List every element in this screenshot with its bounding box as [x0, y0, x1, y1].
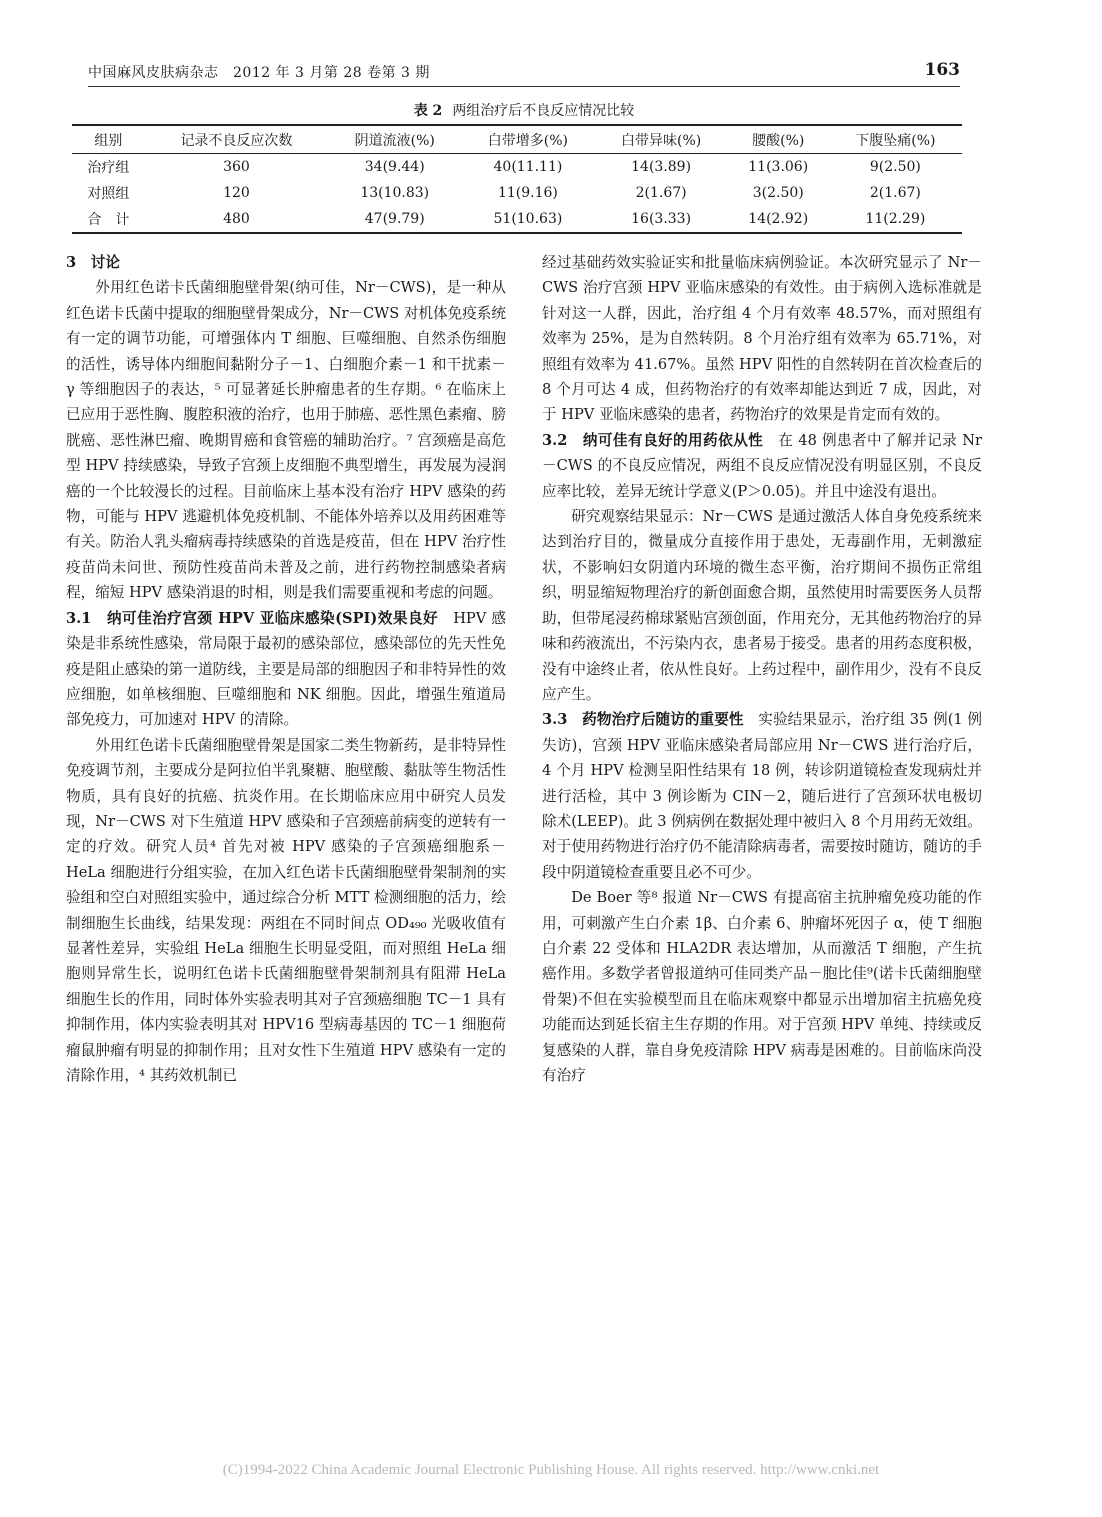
- table-title: 两组治疗后不良反应情况比较: [452, 103, 635, 119]
- page-number: 163: [924, 60, 960, 80]
- table-cell: 40(11.11): [493, 159, 563, 175]
- paragraph: De Boer 等⁸ 报道 Nr－CWS 有提高宿主抗肿瘤免疫功能的作用，可刺激产生白介素 1β、白介素 6、肿瘤坏死因子 α，使 T 细胞白介素 22 受体和 HLA2DR 表达增加，从而激活 T 细胞，产生抗癌作用。多数学者曾报道纳可佳同类产品－胞比佳⁹(诺卡氏菌细胞壁骨架)不但在实验模型而且在临床观察中都显示出增加宿主抗癌免疫功能而达到延长宿主生存期的作用。对于宫颈 HPV 单纯、持续或反复感染的人群，靠自身免疫清除 HPV 病毒是困难的。目前临床尚没有治疗: [542, 889, 982, 1084]
- running-header: [88, 60, 960, 84]
- table-cell: 51(10.63): [461, 206, 594, 233]
- table-cell: 14(3.89): [631, 159, 692, 175]
- table-cell: 2(1.67): [869, 185, 921, 201]
- col-header: 白带增多(%): [461, 125, 594, 154]
- adverse-reaction-table: [72, 124, 962, 234]
- table-cell: 9(2.50): [869, 159, 921, 175]
- table-label: 表 2: [413, 103, 443, 119]
- table-cell: 2(1.67): [635, 185, 687, 201]
- section-3-3-text: 实验结果显示，治疗组 35 例(1 例失访)，宫颈 HPV 亚临床感染者局部应用 Nr－CWS 进行治疗后，4 个月 HPV 检测呈阳性结果有 18 例，转诊阴道镜检查发现病灶并进行活检，其中 3 例诊断为 CIN－2，随后进行了宫颈环状电极切除术(LEEP)。此 3 例病例在数据处理中被归入 8 个月用药无效组。对于使用药物进行治疗仍不能清除病毒者，需要按时随访，随访的手段中阴道镜检查重要且必不可少。: [542, 711, 982, 881]
- section-3-2-title: 3.2 纳可佳有良好的用药依从性: [542, 431, 764, 449]
- table-cell: 11(2.29): [829, 206, 962, 233]
- copyright-footer: (C)1994-2022 China Academic Journal Electronic Publishing House. All rights reserved. http://www.cnki.net: [222, 1462, 880, 1478]
- col-header: 组别: [72, 125, 145, 154]
- section-3-3: [542, 707, 982, 885]
- col-header: 白带异味(%): [595, 125, 728, 154]
- table-cell: 34(9.44): [364, 159, 425, 175]
- table-cell: 480: [145, 206, 328, 233]
- section-3-2-text: 在 48 例患者中了解并记录 Nr－CWS 的不良反应情况，两组不良反应情况没有明显区别，不良反应率比较，差异无统计学意义(P＞0.05)。并且中途没有退出。: [542, 431, 982, 500]
- header-rule: [88, 86, 960, 87]
- table-row: [72, 154, 962, 181]
- table-cell: 14(2.92): [728, 206, 829, 233]
- table-header-row: [72, 125, 962, 154]
- section-3-1-text: HPV 感染是非系统性感染，常局限于最初的感染部位，感染部位的先天性免疫是阻止感染的第一道防线，主要是局部的细胞因子和非特异性的效应细胞，如单核细胞、巨噬细胞和 NK 细胞。因此，增强生殖道局部免疫力，可加速对 HPV 的清除。: [66, 609, 506, 729]
- right-column: [542, 250, 982, 1088]
- table-cell: 47(9.79): [328, 206, 461, 233]
- table-cell: 360: [223, 159, 250, 175]
- table-cell: 11(3.06): [748, 159, 809, 175]
- table-row: [72, 206, 962, 233]
- table-row: [72, 180, 962, 206]
- section-3-2: [542, 428, 982, 504]
- table-cell: 13(10.83): [360, 185, 430, 201]
- table-cell: 3(2.50): [752, 185, 804, 201]
- table-cell: 治疗组: [87, 160, 130, 176]
- col-header: 腰酸(%): [728, 125, 829, 154]
- paragraph: 经过基础药效实验证实和批量临床病例验证。本次研究显示了 Nr－CWS 治疗宫颈 HPV 亚临床感染的有效性。由于病例入选标准就是针对这一人群，因此，治疗组 4 个月有效率 48.57%，而对照组有效率为 25%，是为自然转阴。8 个月治疗组有效率为 65.71%，对照组有效率为 41.67%。虽然 HPV 阳性的自然转阴在首次检查后的 8 个月可达 4 成，但药物治疗的有效率却能达到近 7 成，因此，对于 HPV 亚临床感染的患者，药物治疗的效果是肯定而有效的。: [542, 254, 982, 424]
- section-3-1: [66, 606, 506, 733]
- journal-citation: 中国麻风皮肤病杂志 2012 年 3 月第 28 卷第 3 期: [88, 65, 430, 81]
- table-caption: [88, 100, 960, 120]
- section-heading-discussion: 3 讨论: [66, 254, 120, 271]
- table-cell: 11(9.16): [497, 185, 558, 201]
- col-header: 下腹坠痛(%): [829, 125, 962, 154]
- table-cell: 合 计: [72, 206, 145, 233]
- paragraph: 研究观察结果显示：Nr－CWS 是通过激活人体自身免疫系统来达到治疗目的，微量成分直接作用于患处，无毒副作用，无刺激症状，不影响妇女阴道内环境的微生态平衡，治疗期间不损伤正常组织，明显缩短物理治疗的新创面愈合期，虽然使用时需要医务人员帮助，但带尾浸药棉球紧贴宫颈创面，作用充分，无其他药物治疗的异味和药液流出，不污染内衣，患者易于接受。患者的用药态度积极，没有中途终止者，依从性良好。上药过程中，副作用少，没有不良反应产生。: [542, 508, 982, 703]
- paragraph: 外用红色诺卡氏菌细胞壁骨架(纳可佳，Nr－CWS)，是一种从红色诺卡氏菌中提取的细胞壁骨架成分，Nr－CWS 对机体免疫系统有一定的调节功能，可增强体内 T 细胞、巨噬细胞、自然杀伤细胞的活性，诱导体内细胞间黏附分子－1、白细胞介素－1 和干扰素－γ 等细胞因子的表达，⁵ 可显著延长肿瘤患者的生存期。⁶ 在临床上已应用于恶性胸、腹腔积液的治疗，也用于肺癌、恶性黑色素瘤、膀胱癌、恶性淋巴瘤、晚期胃癌和食管癌的辅助治疗。⁷ 宫颈癌是高危型 HPV 持续感染，导致子宫颈上皮细胞不典型增生，再发展为浸润癌的一个比较漫长的过程。目前临床上基本没有治疗 HPV 感染的药物，可能与 HPV 逃避机体免疫机制、不能体外培养以及用药困难等有关。防治人乳头瘤病毒持续感染的首选是疫苗，但在 HPV 治疗性疫苗尚未问世、预防性疫苗尚未普及之前，进行药物控制感染者病程，缩短 HPV 感染消退的时相，则是我们需要重视和考虑的问题。: [66, 279, 506, 602]
- col-header: 记录不良反应次数: [145, 125, 328, 154]
- table-cell: 对照组: [87, 186, 130, 202]
- table-cell: 120: [223, 185, 250, 201]
- section-3-3-title: 3.3 药物治疗后随访的重要性: [542, 711, 744, 729]
- table-cell: 16(3.33): [595, 206, 728, 233]
- paragraph: 外用红色诺卡氏菌细胞壁骨架是国家二类生物新药，是非特异性免疫调节剂，主要成分是阿拉伯半乳聚糖、胞壁酸、黏肽等生物活性物质，具有良好的抗癌、抗炎作用。在长期临床应用中研究人员发现，Nr－CWS 对下生殖道 HPV 感染和子宫颈癌前病变的逆转有一定的疗效。研究人员⁴ 首先对被 HPV 感染的子宫颈癌细胞系－HeLa 细胞进行分组实验，在加入红色诺卡氏菌细胞壁骨架制剂的实验组和空白对照组实验中，通过综合分析 MTT 检测细胞的活力，绘制细胞生长曲线，结果发现：两组在不同时间点 OD₄₉₀ 光吸收值有显著性差异，实验组 HeLa 细胞生长明显受阻，而对照组 HeLa 细胞则异常生长，说明红色诺卡氏菌细胞壁骨架制剂具有阻滞 HeLa 细胞生长的作用，同时体外实验表明其对子宫颈癌细胞 TC－1 具有抑制作用，体内实验表明其对 HPV16 型病毒基因的 TC－1 细胞荷瘤鼠肿瘤有明显的抑制作用；且对女性下生殖道 HPV 感染有一定的清除作用，⁴ 其药效机制已: [66, 736, 506, 1084]
- col-header: 阴道流液(%): [328, 125, 461, 154]
- section-3-1-title: 3.1 纳可佳治疗宫颈 HPV 亚临床感染(SPI)效果良好: [66, 609, 439, 627]
- left-column: [66, 250, 506, 1088]
